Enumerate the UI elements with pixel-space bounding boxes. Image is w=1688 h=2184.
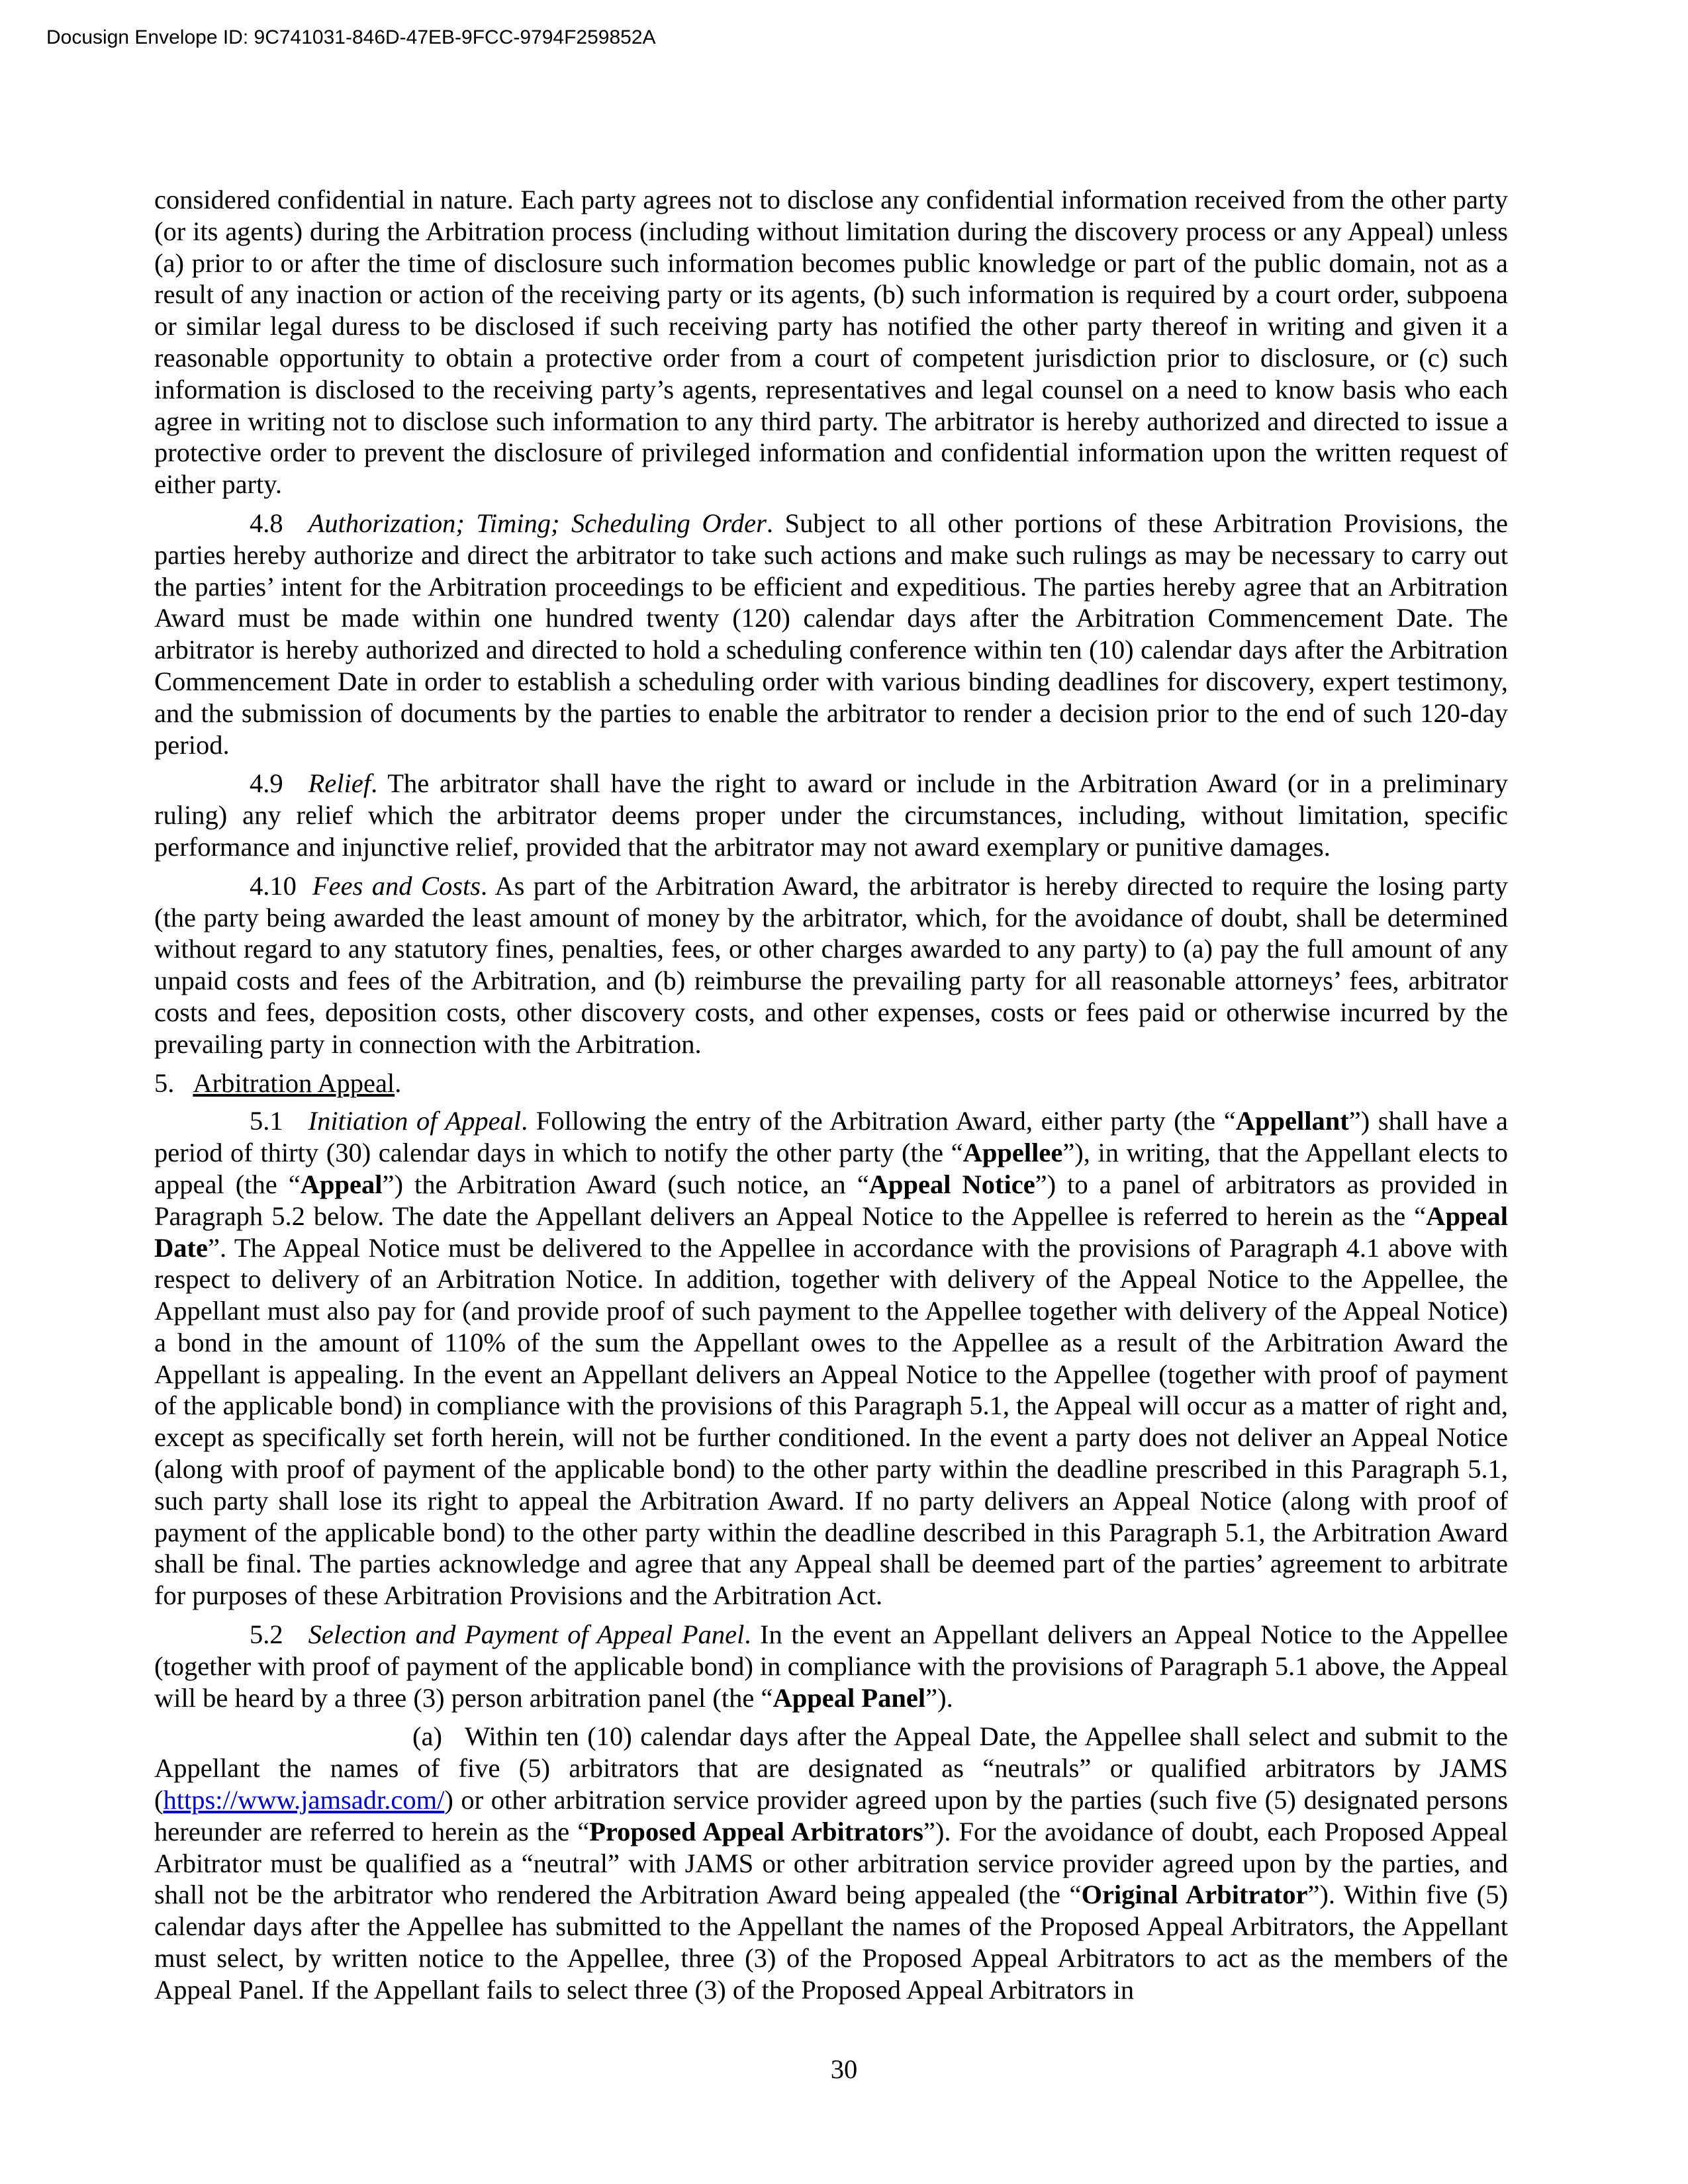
section-number: 5.1	[250, 1106, 283, 1136]
defined-term-appeal-panel: Appeal Panel	[773, 1682, 926, 1713]
section-4-10	[154, 870, 1508, 1060]
section-text: . Subject to all other portions of these Arbitration Provisions, the parties hereby authorize and direct the arbitrator to take such actions and make such rulings as may be necessary to carry out the parties’ intent for the Arbitration proceedings to be efficient and expeditious. The parties hereby agree that an Arbitration Award must be made within one hundred twenty (120) calendar days after the Arbitration Commencement Date. The arbitrator is hereby authorized and directed to hold a scheduling conference within ten (10) calendar days after the Arbitration Commencement Date in order to establish a scheduling order with various binding deadlines for discovery, expert testimony, and the submission of documents by the parties to enable the arbitrator to render a decision prior to the end of such 120-day period.	[154, 508, 1508, 760]
text-run: ”. The Appeal Notice must be delivered to the Appellee in accordance with the provisions of Paragraph 4.1 above with respect to delivery of an Arbitration Notice. In addition, together with delivery of the Appeal Notice to the Appellee, the Appellant must also pay for (and provide proof of such payment to the Appellee together with delivery of the Appeal Notice) a bond in the amount of 110% of the sum the Appellant owes to the Appellee as a result of the Arbitration Award the Appellant is appealing. In the event an Appellant delivers an Appeal Notice to the Appellee (together with proof of payment of the applicable bond) in compliance with the provisions of this Paragraph 5.1, the Appeal will occur as a matter of right and, except as specifically set forth herein, will not be further conditioned. In the event a party does not deliver an Appeal Notice (along with proof of payment of the applicable bond) to the other party within the deadline prescribed in this Paragraph 5.1, such party shall lose its right to appeal the Arbitration Award. If no party delivers an Appeal Notice (along with proof of payment of the applicable bond) to the other party within the deadline described in this Paragraph 5.1, the Arbitration Award shall be final. The parties acknowledge and agree that any Appeal shall be deemed part of the parties’ agreement to arbitrate for purposes of these Arbitration Provisions and the Arbitration Act.	[154, 1232, 1508, 1611]
docusign-envelope-id: Docusign Envelope ID: 9C741031-846D-47EB-9FCC-9794F259852A	[46, 26, 656, 48]
section-5-2	[154, 1619, 1508, 1713]
defined-term-proposed-appeal-arbitrators: Proposed Appeal Arbitrators	[589, 1816, 923, 1846]
section-5-2-a	[154, 1721, 1508, 2005]
text-run: ”) shall have a period of thirty (30) calendar days in which to notify the other party (the “	[154, 1106, 1508, 1168]
jams-link[interactable]: https://www.jamsadr.com/	[163, 1785, 445, 1815]
text-run: . Following the entry of the Arbitration Award, either party (the “	[521, 1106, 1236, 1136]
section-number: 4.8	[250, 508, 283, 538]
section-heading: Fees and Costs	[312, 870, 481, 901]
section-heading: Initiation of Appeal	[308, 1106, 522, 1136]
section-heading: Relief	[308, 768, 371, 799]
text-run: ”) the Arbitration Award (such notice, an “	[382, 1169, 869, 1199]
section-5-1	[154, 1105, 1508, 1612]
text-run: ”). For the avoidance of doubt, each Proposed Appeal Arbitrator must be qualified as a “neutral” with JAMS or other arbitration service provider agreed upon by the parties, and shall not be the arbitrator who rendered the Arbitration Award being appealed (the “	[154, 1816, 1508, 1910]
text-run: Within ten (10) calendar days after the Appeal Date, the Appellee shall select and submit to the Appellant the names of five (5) arbitrators that are designated as “neutrals” or qualified arbitrators by JAMS (	[154, 1721, 1508, 1815]
section-title-period: .	[395, 1068, 402, 1098]
defined-term-appeal-notice: Appeal Notice	[868, 1169, 1035, 1199]
text-run: ) or other arbitration service provider agreed upon by the parties (such five (5) designated persons hereunder are referred to herein as the “	[154, 1785, 1508, 1846]
defined-term-appeal: Appeal	[300, 1169, 383, 1199]
section-4-9	[154, 768, 1508, 862]
text-run: ”), in writing, that the Appellant elects to appeal (the “	[154, 1138, 1508, 1199]
page-number: 30	[830, 2054, 858, 2084]
text-run: ”) to a panel of arbitrators as provided in Paragraph 5.2 below. The date the Appellant delivers an Appeal Notice to the Appellee is referred to herein as the “	[154, 1169, 1508, 1231]
defined-term-appeal-date: Appeal Date	[154, 1201, 1508, 1263]
section-4-8	[154, 508, 1508, 760]
document-body	[154, 184, 1508, 2013]
section-5-heading	[154, 1068, 1508, 1099]
section-number: 5.	[154, 1068, 175, 1098]
paragraph-confidentiality: considered confidential in nature. Each party agrees not to disclose any confidential information received from the other party (or its agents) during the Arbitration process (including without limitation during the discovery process or any Appeal) unless (a) prior to or after the time of disclosure such information becomes public knowledge or part of the public domain, not as a result of any inaction or action of the receiving party or its agents, (b) such information is required by a court order, subpoena or similar legal duress to be disclosed if such receiving party has notified the other party thereof in writing and given it a reasonable opportunity to obtain a protective order from a court of competent jurisdiction prior to disclosure, or (c) such information is disclosed to the receiving party’s agents, representatives and legal counsel on a need to know basis who each agree in writing not to disclose such information to any third party. The arbitrator is hereby authorized and directed to issue a protective order to prevent the disclosure of privileged information and confidential information upon the written request of either party.	[154, 185, 1508, 500]
subsection-label: (a)	[412, 1721, 442, 1752]
text-run: . In the event an Appellant delivers an Appeal Notice to the Appellee (together with proof of payment of the applicable bond) in compliance with the provisions of Paragraph 5.1 above, the Appeal will be heard by a three (3) person arbitration panel (the “	[154, 1619, 1508, 1713]
text-run: ”). Within five (5) calendar days after the Appellee has submitted to the Appellant the names of the Proposed Appeal Arbitrators, the Appellant must select, by written notice to the Appellee, three (3) of the Proposed Appeal Arbitrators to act as the members of the Appeal Panel. If the Appellant fails to select three (3) of the Proposed Appeal Arbitrators in	[154, 1880, 1509, 2005]
section-text: . The arbitrator shall have the right to award or include in the Arbitration Award (or in a preliminary ruling) any relief which the arbitrator deems proper under the circumstances, including, without limitation, specific performance and injunctive relief, provided that the arbitrator may not award exemplary or punitive damages.	[154, 768, 1508, 862]
defined-term-appellee: Appellee	[962, 1138, 1063, 1168]
text-run: ”).	[925, 1682, 953, 1713]
defined-term-original-arbitrator: Original Arbitrator	[1081, 1880, 1308, 1910]
section-number: 4.10	[250, 870, 297, 901]
section-heading: Authorization; Timing; Scheduling Order	[308, 508, 767, 538]
section-number: 5.2	[250, 1619, 283, 1650]
defined-term-appellant: Appellant	[1235, 1106, 1349, 1136]
section-title: Arbitration Appeal	[193, 1068, 395, 1098]
section-number: 4.9	[250, 768, 283, 799]
section-heading: Selection and Payment of Appeal Panel	[308, 1619, 745, 1650]
section-text: . As part of the Arbitration Award, the arbitrator is hereby directed to require the losing party (the party being awarded the least amount of money by the arbitrator, which, for the avoidance of doubt, shall be determined without regard to any statutory fines, penalties, fees, or other charges awarded to any party) to (a) pay the full amount of any unpaid costs and fees of the Arbitration, and (b) reimburse the prevailing party for all reasonable attorneys’ fees, arbitrator costs and fees, deposition costs, other discovery costs, and other expenses, costs or fees paid or otherwise incurred by the prevailing party in connection with the Arbitration.	[154, 870, 1508, 1059]
